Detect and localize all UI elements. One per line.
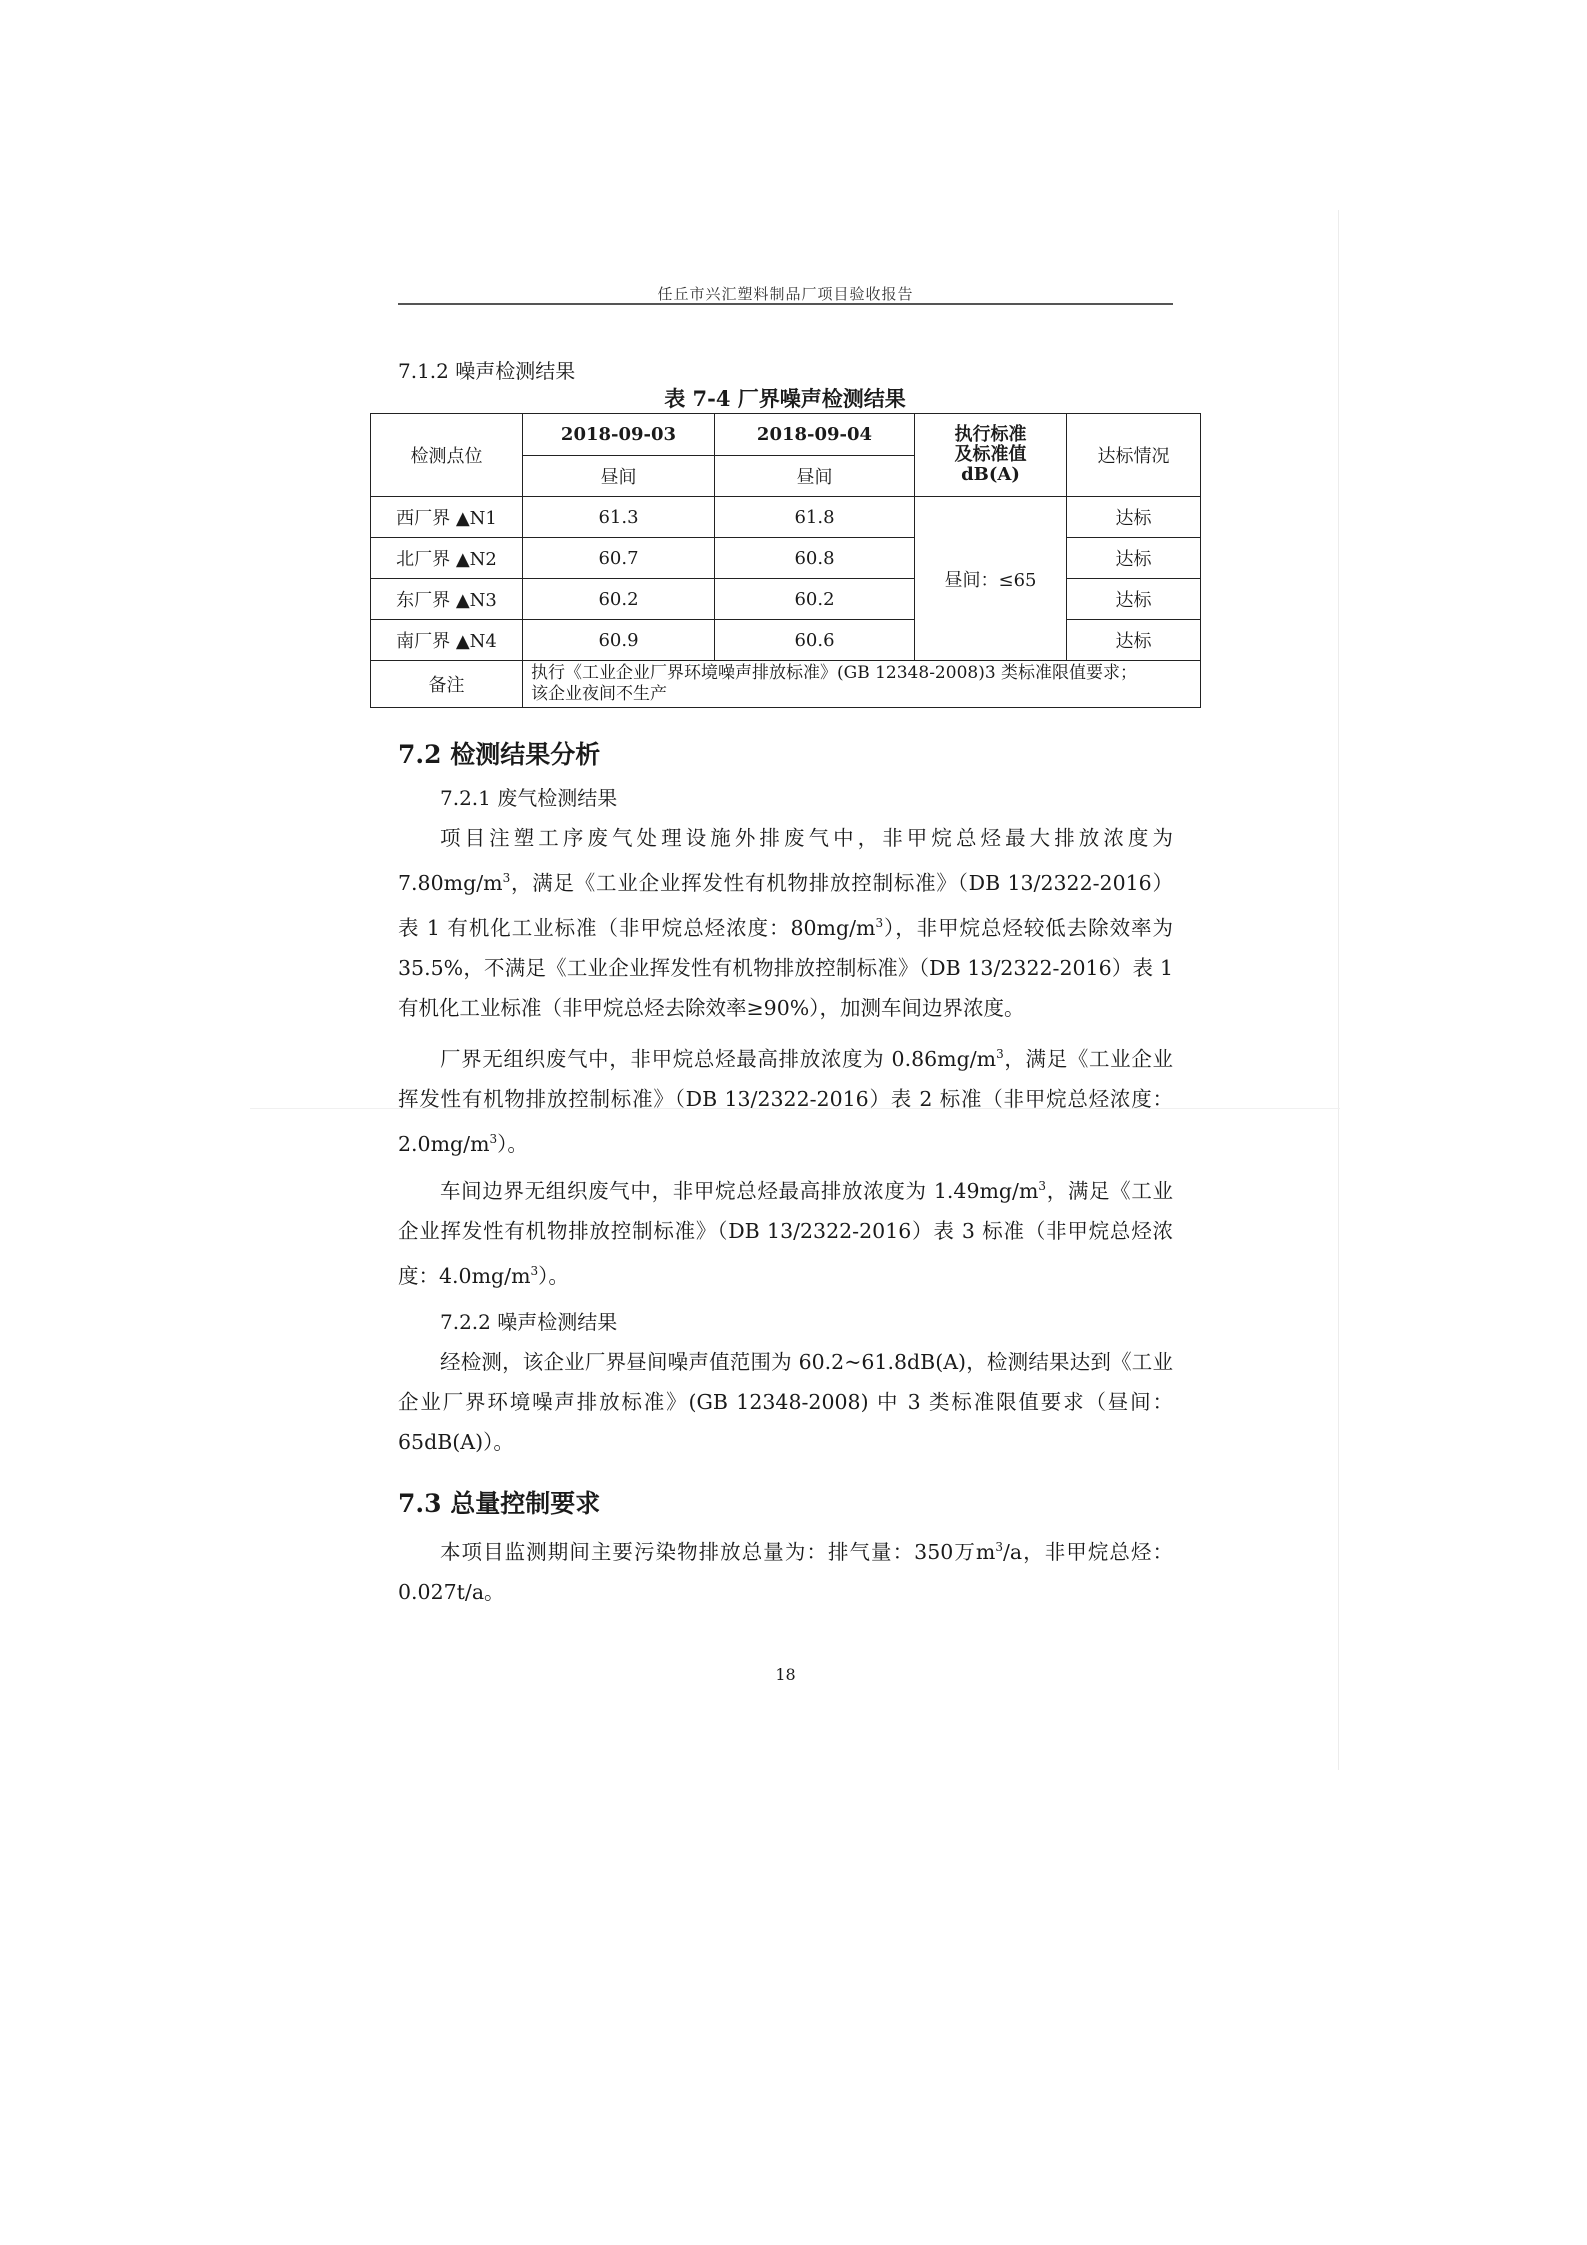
note-label: 备注 [371, 661, 523, 708]
cell-value: 60.7 [523, 538, 715, 579]
section-7-2-heading: 7.2 检测结果分析 [398, 740, 601, 769]
header-point: 检测点位 [371, 414, 523, 497]
scan-edge-line [1338, 210, 1339, 1770]
header-date-1: 2018-09-03 [523, 414, 715, 456]
header-date-2: 2018-09-04 [715, 414, 915, 456]
cell-point: 西厂界 ▲N1 [371, 497, 523, 538]
header-period-2: 昼间 [715, 456, 915, 497]
cell-status: 达标 [1067, 497, 1201, 538]
noise-table [370, 413, 1201, 708]
cell-point: 东厂界 ▲N3 [371, 579, 523, 620]
subsection-7-2-2: 7.2.2 噪声检测结果 [440, 1310, 618, 1334]
paragraph-noise: 经检测，该企业厂界昼间噪声值范围为 60.2~61.8dB(A)，检测结果达到《工业企业厂界环境噪声排放标准》(GB 12348-2008) 中 3 类标准限值要求（昼间：65dB(A)）。 [398, 1350, 1173, 1454]
cell-value: 60.2 [523, 579, 715, 620]
table-note-row [371, 661, 1201, 708]
table-caption: 表 7-4 厂界噪声检测结果 [664, 386, 906, 411]
paragraph-workshop: 车间边界无组织废气中，非甲烷总烃最高排放浓度为 $1.49mg/m^3$，满足《工业企业挥发性有机物排放控制标准》（DB 13/2322-2016）表 3 标准（非甲烷总烃浓度：$4.0mg/m^3$）。 [398, 1178, 1174, 1288]
paragraph-boundary: 厂界无组织废气中，非甲烷总烃最高排放浓度为 $0.86mg/m^3$，满足《工业企业挥发性有机物排放控制标准》（DB 13/2322-2016）表 2 标准（非甲烷总烃浓度：$2.0mg/m^3$）。 [398, 1046, 1173, 1156]
running-header: 任丘市兴汇塑料制品厂项目验收报告 [657, 285, 914, 303]
cell-value: 61.8 [715, 497, 915, 538]
header-period-1: 昼间 [523, 456, 715, 497]
table-row [371, 620, 1201, 661]
cell-value: 61.3 [523, 497, 715, 538]
cell-status: 达标 [1067, 579, 1201, 620]
header-status: 达标情况 [1067, 414, 1201, 497]
paragraph-total: 本项目监测期间主要污染物排放总量为：排气量：350万$m^3/a$，非甲烷总烃：0.027t/a。 [398, 1539, 1173, 1604]
cell-status: 达标 [1067, 538, 1201, 579]
cell-value: 60.9 [523, 620, 715, 661]
subsection-7-1-2: 7.1.2 噪声检测结果 [398, 359, 576, 383]
table-row [371, 538, 1201, 579]
subsection-7-2-1: 7.2.1 废气检测结果 [440, 786, 618, 810]
note-text: 执行《工业企业厂界环境噪声排放标准》(GB 12348-2008)3 类标准限值要求； 该企业夜间不生产 [523, 661, 1201, 708]
cell-point: 北厂界 ▲N2 [371, 538, 523, 579]
cell-value: 60.8 [715, 538, 915, 579]
table-row [371, 497, 1201, 538]
page-number: 18 [775, 1665, 796, 1684]
cell-value: 60.6 [715, 620, 915, 661]
table-row [371, 579, 1201, 620]
cell-standard-value: 昼间：≤65 [915, 497, 1067, 661]
cell-value: 60.2 [715, 579, 915, 620]
header-standard: 执行标准 及标准值 dB(A) [915, 414, 1067, 497]
paragraph-exhaust: 项目注塑工序废气处理设施外排废气中，非甲烷总烃最大排放浓度为$7.80mg/m^3$，满足《工业企业挥发性有机物排放控制标准》（DB 13/2322-2016）表 1 有机化工业标准（非甲烷总烃浓度：$80mg/m^3$），非甲烷总烃较低去除效率为 35.5%，不满足《工业企业挥发性有机物排放控制标准》（DB 13/2322-2016）表 1 有机化工业标准（非甲烷总烃去除效率≥90%），加测车间边界浓度。 [398, 826, 1173, 1020]
header-rule [398, 303, 1173, 305]
cell-point: 南厂界 ▲N4 [371, 620, 523, 661]
cell-status: 达标 [1067, 620, 1201, 661]
section-7-3-heading: 7.3 总量控制要求 [398, 1489, 601, 1518]
